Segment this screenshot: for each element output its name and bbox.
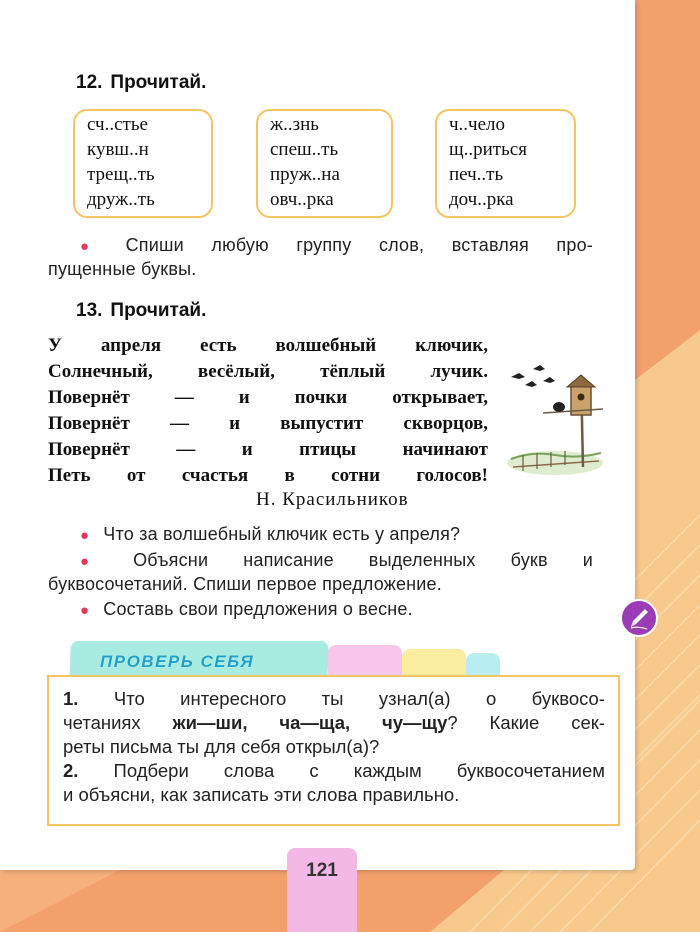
check-item-1-line-1: [63, 687, 605, 711]
word-item: ж..знь: [270, 114, 319, 135]
instruction-text: пущенные буквы.: [48, 259, 197, 279]
word-item: спеш..ть: [270, 139, 339, 160]
word-item: овч..рка: [270, 189, 334, 210]
question-text: Объясни написание выделенных букв и: [133, 550, 594, 570]
letter-combinations: жи—ши, ча—ща, чу—щу: [172, 712, 448, 733]
word-group-2: [256, 109, 393, 218]
poem-line: Повернёт — и выпустит скворцов,: [48, 413, 488, 434]
word-item: печ..ть: [449, 164, 504, 185]
question-text: Составь свои предложения о весне.: [103, 599, 413, 619]
check-yourself-box: [47, 675, 620, 826]
word-item: трещ..ть: [87, 164, 155, 185]
word-item: сч..стье: [87, 114, 148, 135]
instruction-text: Спиши любую группу слов, вставляя про-: [125, 235, 593, 255]
pencil-icon: [619, 598, 659, 638]
item-text: четаниях: [63, 712, 173, 733]
poem-line: Повернёт — и птицы начинают: [48, 439, 488, 460]
poem-line: Солнечный, весёлый, тёплый лучик.: [48, 361, 488, 382]
bullet-dot-icon: ●: [80, 602, 90, 619]
word-group-3: [435, 109, 576, 218]
page-number: 121: [306, 860, 338, 881]
question-2: [48, 549, 593, 573]
birdhouse-illustration: [503, 355, 605, 477]
task-heading: Прочитай.: [110, 72, 207, 93]
item-text: Что интересного ты узнал(а) о буквосо-: [113, 688, 606, 709]
poem-line: Петь от счастья в сотни голосов!: [48, 465, 488, 486]
check-item-2-line-1: [63, 759, 605, 783]
word-item: доч..рка: [449, 189, 514, 210]
task-12-instruction-cont: [48, 258, 593, 281]
item-number: 2.: [63, 760, 79, 781]
question-text: буквосочетаний. Спиши первое предложение.: [48, 574, 442, 594]
poem-author: Н. Красильников: [256, 489, 409, 510]
bullet-dot-icon: ●: [80, 553, 120, 570]
word-item: ч..чело: [449, 114, 506, 135]
check-item-1-line-3: [63, 735, 605, 759]
question-2-cont: [48, 573, 593, 596]
word-item: кувш..н: [87, 139, 149, 160]
word-item: щ..риться: [449, 139, 527, 160]
question-1: [48, 523, 593, 547]
poem-line: У апреля есть волшебный ключик,: [48, 335, 488, 356]
item-number: 1.: [63, 688, 79, 709]
task-12-instruction: [48, 234, 593, 258]
page-number-tab: [287, 848, 357, 932]
item-text: Подбери слова с каждым буквосочетанием: [113, 760, 606, 781]
task-heading: Прочитай.: [110, 300, 207, 321]
check-item-2-line-2: [63, 783, 605, 807]
word-item: пруж..на: [270, 164, 340, 185]
item-text: и объясни, как записать эти слова правильно.: [63, 784, 460, 805]
task-13-title: [76, 300, 206, 322]
bullet-dot-icon: ●: [80, 527, 90, 544]
question-3: [48, 598, 593, 622]
bullet-dot-icon: ●: [80, 238, 112, 255]
word-group-1: [73, 109, 213, 218]
task-12-title: [76, 72, 206, 94]
check-item-1-line-2: [63, 711, 605, 735]
task-number: 13.: [76, 300, 103, 321]
item-text: реты письма ты для себя открыл(а)?: [63, 736, 380, 757]
task-number: 12.: [76, 72, 103, 93]
word-item: друж..ть: [87, 189, 155, 210]
check-yourself-label: ПРОВЕРЬ СЕБЯ: [100, 652, 255, 671]
item-text: ? Какие сек-: [447, 712, 605, 733]
question-text: Что за волшебный ключик есть у апреля?: [103, 524, 461, 544]
poem-line: Повернёт — и почки открывает,: [48, 387, 488, 408]
